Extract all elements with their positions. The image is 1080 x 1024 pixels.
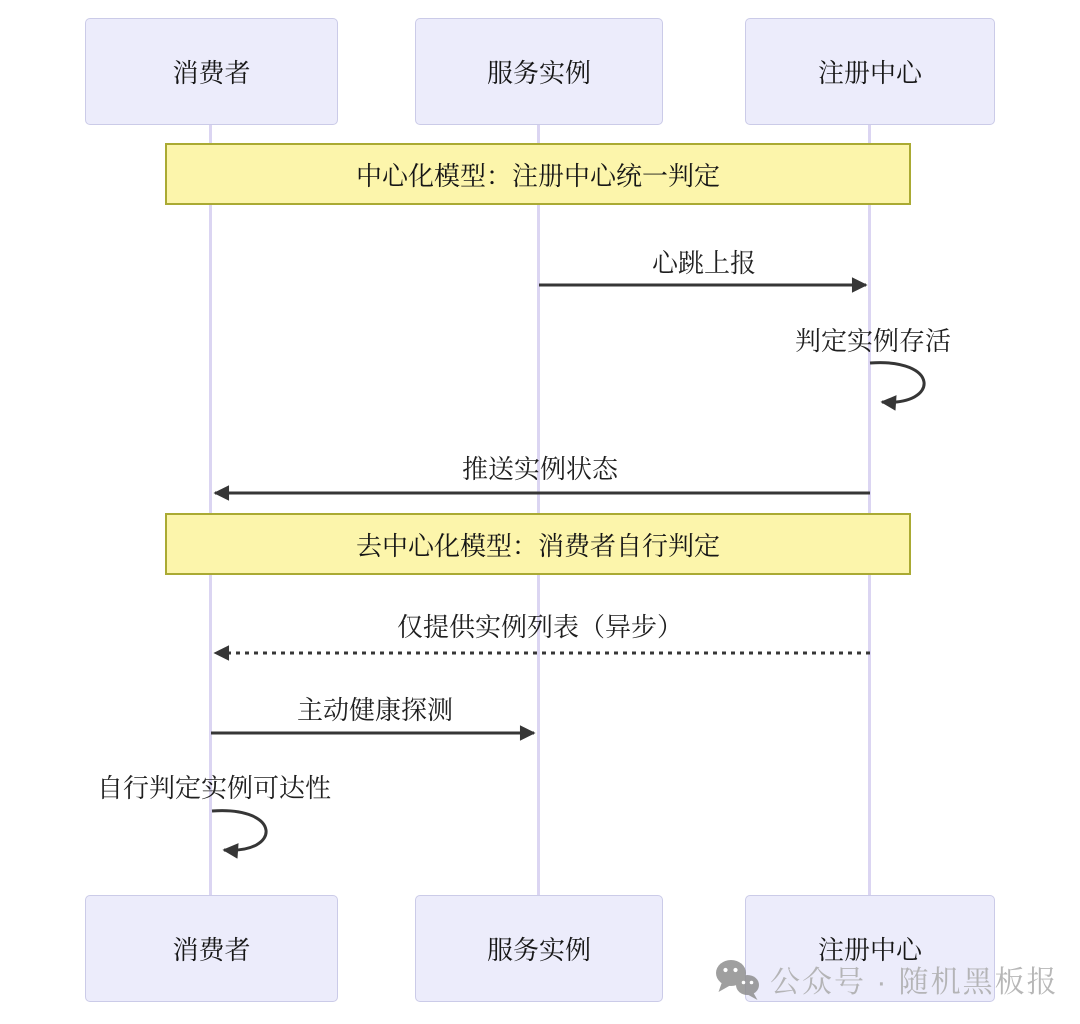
self-loop-consumer — [212, 811, 266, 851]
actor-label: 注册中心 — [817, 58, 922, 88]
message-label-instance-list: 仅提供实例列表（异步） — [396, 612, 684, 642]
note-label: 去中心化模型：消费者自行判定 — [355, 530, 720, 561]
watermark — [712, 956, 1059, 1002]
actor-box-service-instance-top — [415, 18, 663, 125]
actor-box-service-instance-bottom — [415, 895, 663, 1002]
note-label: 中心化模型：注册中心统一判定 — [355, 160, 720, 191]
actor-label: 消费者 — [172, 935, 251, 965]
message-label-health-probe: 主动健康探测 — [296, 695, 454, 725]
message-label-self-judge: 自行判定实例可达性 — [96, 773, 332, 803]
message-label-judge-alive: 判定实例存活 — [794, 326, 952, 356]
actor-label: 服务实例 — [486, 58, 591, 88]
message-label-push-status: 推送实例状态 — [461, 454, 619, 484]
lifeline-registry — [868, 125, 871, 895]
actor-box-consumer-bottom — [85, 895, 338, 1002]
note-decentralized-model — [165, 513, 911, 575]
lifeline-service-instance — [537, 125, 540, 895]
actor-box-registry-top — [745, 18, 995, 125]
actor-label: 服务实例 — [486, 935, 591, 965]
actor-box-consumer-top — [85, 18, 338, 125]
note-centralized-model — [165, 143, 911, 205]
actor-label: 消费者 — [172, 58, 251, 88]
message-label-heartbeat: 心跳上报 — [651, 248, 757, 278]
self-loop-registry — [870, 363, 924, 403]
wechat-icon — [712, 956, 760, 1002]
actor-label: 注册中心 — [817, 935, 922, 965]
watermark-text: 公众号 · 随机黑板报 — [770, 966, 1059, 999]
